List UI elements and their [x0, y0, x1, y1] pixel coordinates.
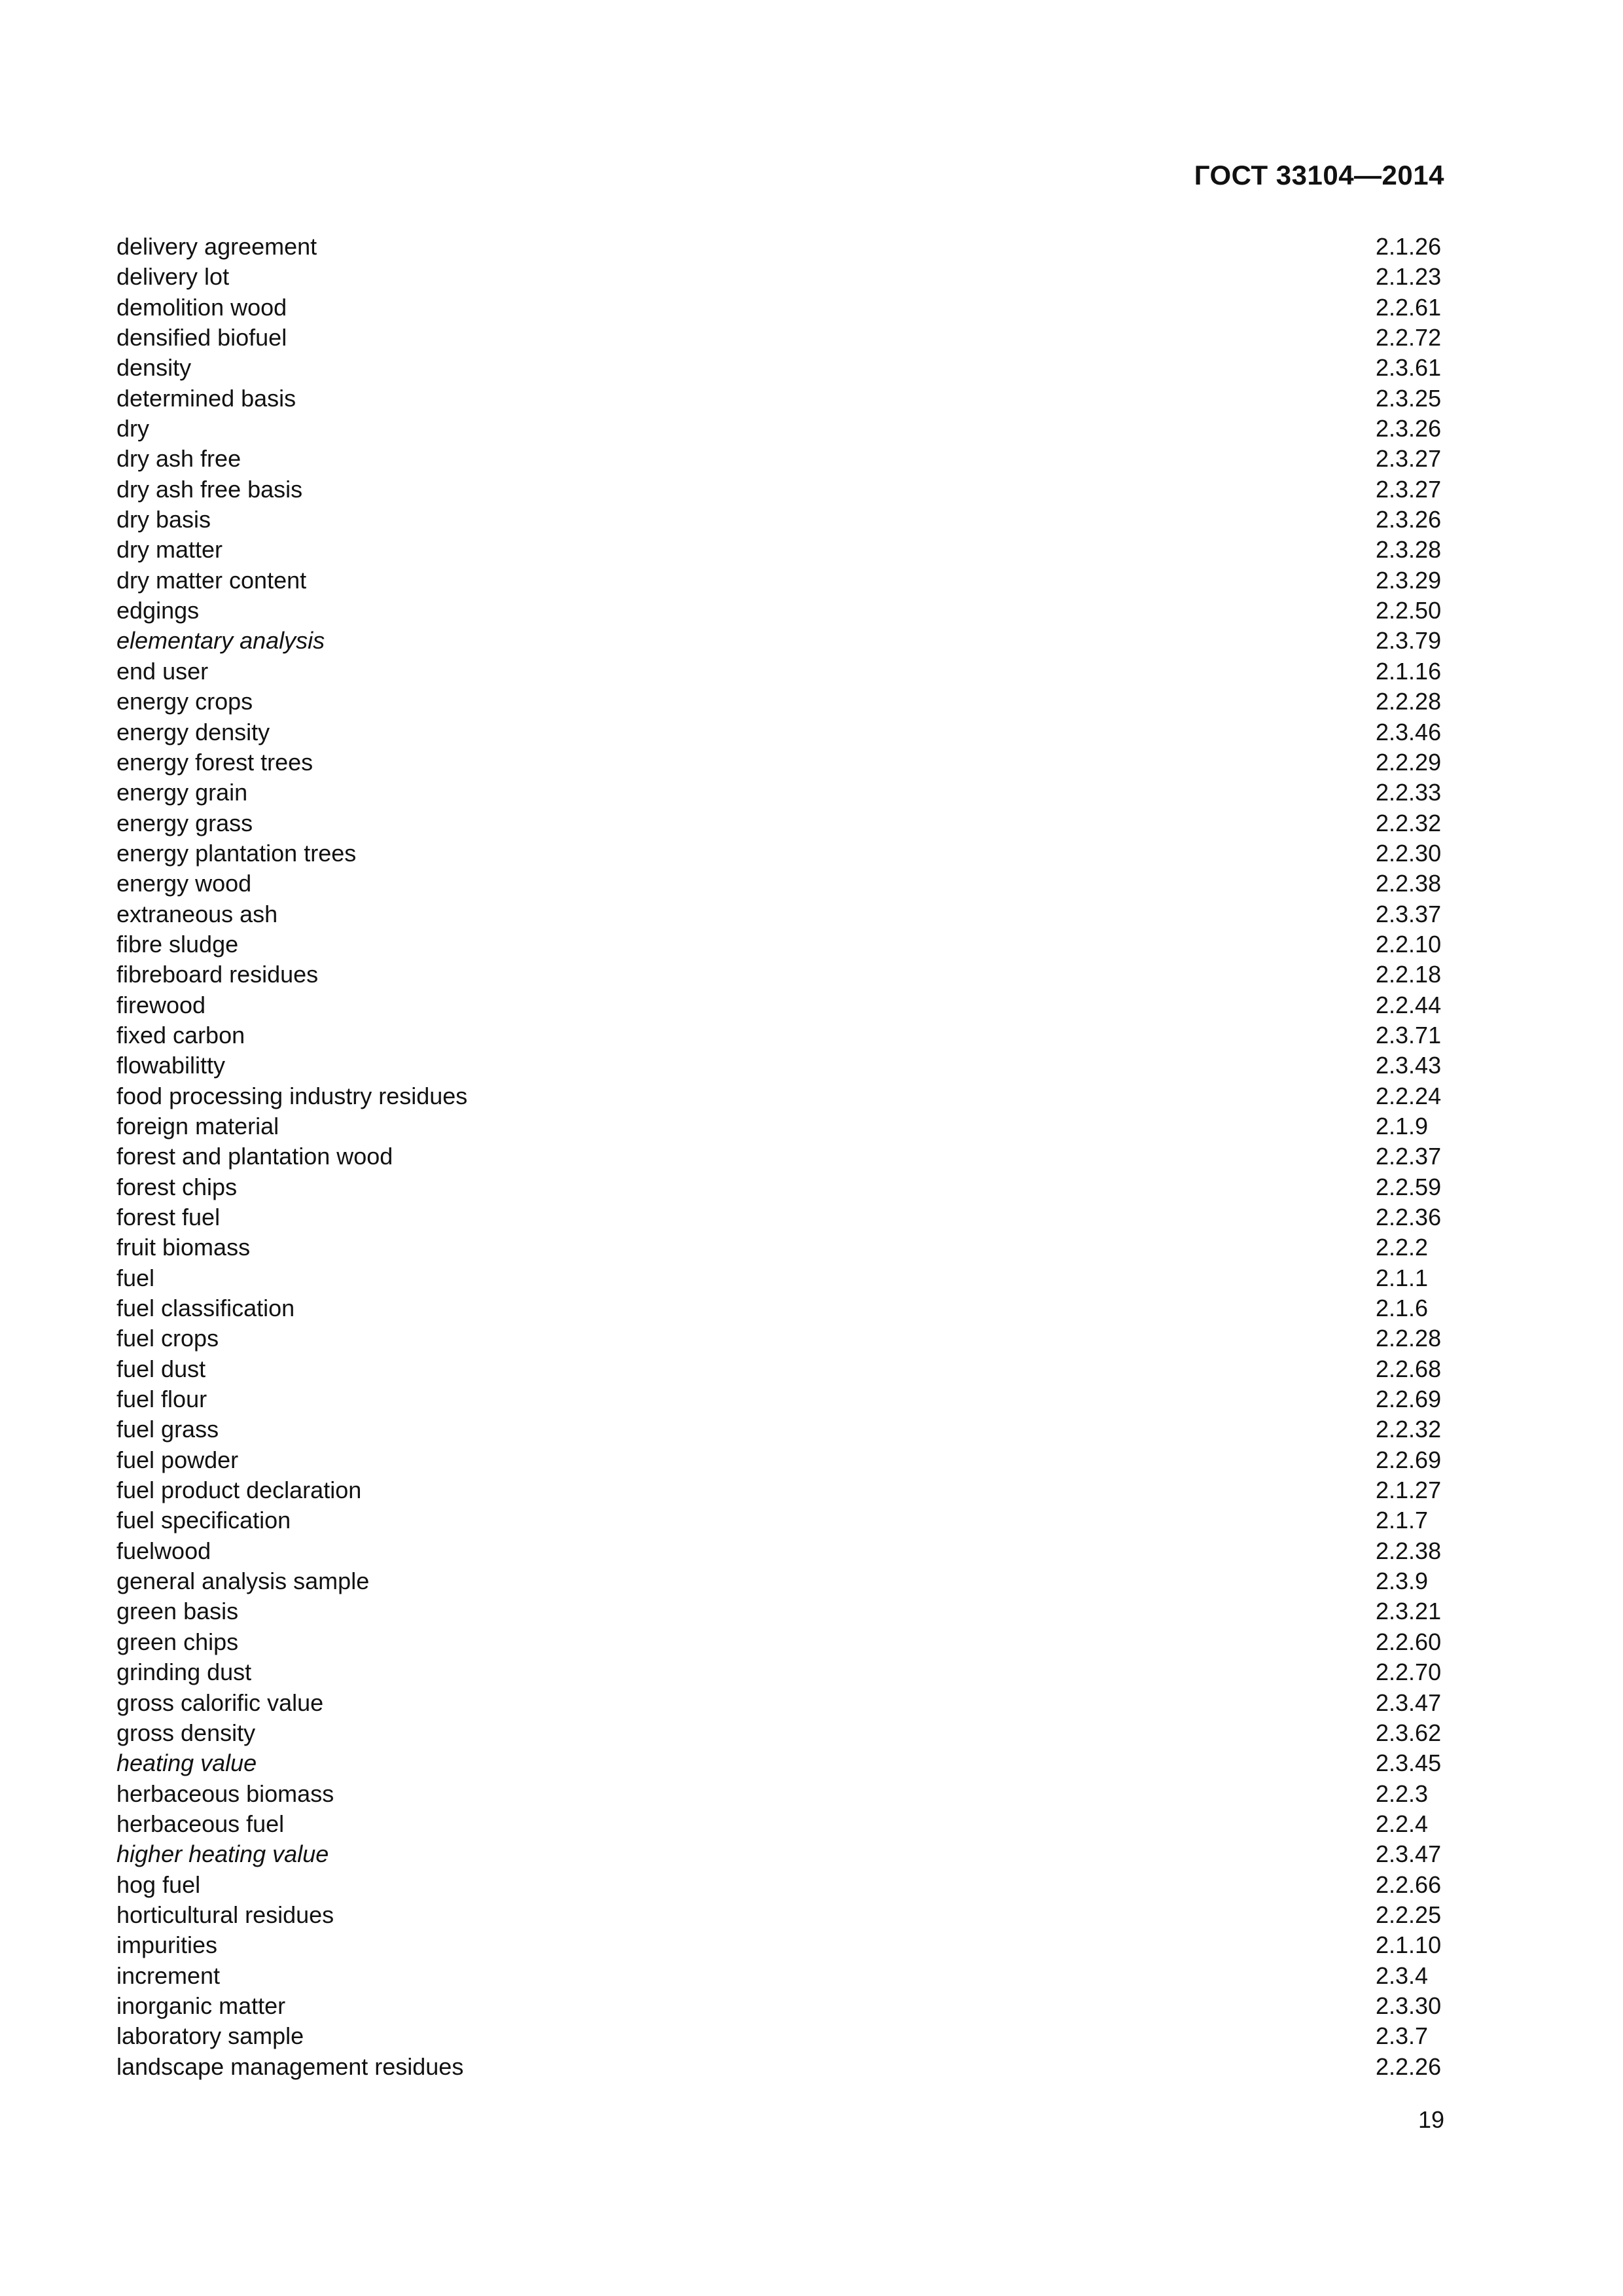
index-reference: 2.2.69 — [1376, 1386, 1442, 1413]
index-reference: 2.2.18 — [1376, 961, 1442, 988]
index-reference: 2.2.38 — [1376, 870, 1442, 897]
index-reference: 2.2.4 — [1376, 1810, 1429, 1837]
index-term: dry ash free — [116, 445, 241, 473]
index-term: energy crops — [116, 688, 253, 715]
index-reference: 2.2.66 — [1376, 1871, 1442, 1898]
index-term: fuel crops — [116, 1325, 219, 1352]
index-term: dry matter content — [116, 566, 307, 594]
index-reference: 2.2.26 — [1376, 2053, 1442, 2080]
index-term: dry matter — [116, 536, 223, 564]
index-entry — [116, 1172, 1445, 1202]
index-entry — [116, 929, 1445, 960]
index-entry — [116, 444, 1445, 474]
index-term: determined basis — [116, 384, 296, 412]
index-entry — [116, 838, 1445, 869]
index-entry — [116, 626, 1445, 656]
index-reference: 2.2.36 — [1376, 1204, 1442, 1230]
index-reference: 2.3.71 — [1376, 1021, 1442, 1049]
index-term: delivery agreement — [116, 233, 317, 260]
index-term: horticultural residues — [116, 1901, 334, 1928]
index-term: firewood — [116, 991, 206, 1018]
index-entry — [116, 1839, 1445, 1869]
index-entry — [116, 1718, 1445, 1748]
index-reference: 2.1.16 — [1376, 657, 1442, 685]
index-reference: 2.2.59 — [1376, 1173, 1442, 1200]
index-entry — [116, 1020, 1445, 1050]
index-term: end user — [116, 657, 209, 685]
index-reference: 2.3.62 — [1376, 1719, 1442, 1746]
index-reference: 2.1.27 — [1376, 1477, 1442, 1504]
index-term: gross calorific value — [116, 1689, 324, 1716]
index-term: landscape management residues — [116, 2053, 464, 2080]
index-reference: 2.3.7 — [1376, 2022, 1429, 2050]
index-term: flowabilitty — [116, 1052, 226, 1079]
index-term: fuel specification — [116, 1507, 291, 1534]
index-reference: 2.2.72 — [1376, 324, 1442, 351]
index-term: fuel classification — [116, 1295, 295, 1322]
index-term: general analysis sample — [116, 1568, 370, 1595]
index-entry — [116, 1505, 1445, 1535]
index-reference: 2.1.23 — [1376, 263, 1442, 291]
index-reference: 2.2.44 — [1376, 991, 1442, 1018]
index-entry — [116, 1293, 1445, 1323]
index-entry — [116, 1232, 1445, 1263]
index-entry — [116, 1354, 1445, 1384]
index-reference: 2.2.3 — [1376, 1780, 1429, 1807]
index-entry — [116, 778, 1445, 808]
index-reference: 2.3.37 — [1376, 900, 1442, 927]
index-entry — [116, 1961, 1445, 1991]
index-entry — [116, 1111, 1445, 1141]
index-reference: 2.1.9 — [1376, 1112, 1429, 1139]
index-term: herbaceous biomass — [116, 1780, 334, 1807]
index-term: fibreboard residues — [116, 961, 319, 988]
index-term: green basis — [116, 1598, 239, 1625]
index-reference: 2.2.32 — [1376, 809, 1442, 836]
index-entry — [116, 1688, 1445, 1718]
index-entry — [116, 293, 1445, 323]
index-reference: 2.2.24 — [1376, 1082, 1442, 1109]
index-entry — [116, 1475, 1445, 1505]
index-reference: 2.3.26 — [1376, 506, 1442, 533]
index-entry — [116, 1991, 1445, 2021]
index-reference: 2.3.46 — [1376, 718, 1442, 745]
index-reference: 2.2.68 — [1376, 1355, 1442, 1382]
index-term: fruit biomass — [116, 1234, 251, 1261]
index-reference: 2.3.30 — [1376, 1992, 1442, 2019]
index-term: fuelwood — [116, 1537, 211, 1564]
index-entry — [116, 596, 1445, 626]
index-reference: 2.2.70 — [1376, 1659, 1442, 1686]
index-term: energy density — [116, 718, 270, 745]
index-term: dry basis — [116, 506, 211, 533]
index-term: fuel product declaration — [116, 1477, 362, 1504]
index-reference: 2.2.61 — [1376, 293, 1442, 321]
index-entry — [116, 747, 1445, 778]
index-entry — [116, 1263, 1445, 1293]
index-term: heating value — [116, 1749, 257, 1777]
index-entry — [116, 656, 1445, 687]
index-term: foreign material — [116, 1112, 279, 1139]
index-term: extraneous ash — [116, 900, 278, 927]
index-entry — [116, 1809, 1445, 1839]
index-term: inorganic matter — [116, 1992, 286, 2019]
index-reference: 2.2.25 — [1376, 1901, 1442, 1928]
index-reference: 2.1.26 — [1376, 233, 1442, 260]
index-reference: 2.3.47 — [1376, 1840, 1442, 1868]
index-term: fuel — [116, 1264, 155, 1291]
page-number: 19 — [1418, 2106, 1444, 2133]
index-entry — [116, 1202, 1445, 1232]
index-reference: 2.2.38 — [1376, 1537, 1442, 1564]
index-entry — [116, 1323, 1445, 1354]
index-entry — [116, 1384, 1445, 1414]
index-entry — [116, 2052, 1445, 2082]
index-entry — [116, 1566, 1445, 1596]
index-reference: 2.2.29 — [1376, 748, 1442, 776]
term-index-list — [116, 232, 1445, 2082]
index-entry — [116, 1596, 1445, 1626]
index-term: dry — [116, 415, 150, 442]
index-entry — [116, 1414, 1445, 1444]
index-entry — [116, 353, 1445, 383]
index-reference: 2.3.28 — [1376, 536, 1442, 564]
index-reference: 2.2.37 — [1376, 1143, 1442, 1170]
index-reference: 2.1.6 — [1376, 1295, 1429, 1322]
index-reference: 2.3.45 — [1376, 1749, 1442, 1777]
index-term: impurities — [116, 1931, 218, 1959]
index-term: dry ash free basis — [116, 475, 303, 503]
index-reference: 2.2.10 — [1376, 930, 1442, 958]
index-entry — [116, 475, 1445, 505]
index-entry — [116, 2021, 1445, 2051]
index-term: energy grass — [116, 809, 253, 836]
index-reference: 2.3.25 — [1376, 384, 1442, 412]
index-term: forest and plantation wood — [116, 1143, 393, 1170]
index-term: green chips — [116, 1628, 239, 1655]
index-reference: 2.1.10 — [1376, 1931, 1442, 1959]
index-entry — [116, 1779, 1445, 1809]
index-term: increment — [116, 1962, 221, 1989]
index-reference: 2.3.27 — [1376, 445, 1442, 473]
index-term: fuel powder — [116, 1446, 239, 1473]
index-entry — [116, 505, 1445, 535]
index-reference: 2.3.26 — [1376, 415, 1442, 442]
index-reference: 2.2.32 — [1376, 1416, 1442, 1443]
index-reference: 2.3.43 — [1376, 1052, 1442, 1079]
index-entry — [116, 535, 1445, 565]
index-term: energy grain — [116, 779, 248, 806]
index-entry — [116, 1141, 1445, 1172]
index-entry — [116, 1445, 1445, 1475]
index-entry — [116, 1930, 1445, 1960]
standard-header: ГОСТ 33104—2014 — [1194, 160, 1444, 190]
index-term: hog fuel — [116, 1871, 201, 1898]
index-reference: 2.2.33 — [1376, 779, 1442, 806]
index-reference: 2.3.9 — [1376, 1568, 1429, 1595]
index-term: fuel grass — [116, 1416, 219, 1443]
index-term: energy forest trees — [116, 748, 313, 776]
index-term: energy wood — [116, 870, 252, 897]
index-term: grinding dust — [116, 1659, 252, 1686]
index-term: density — [116, 354, 192, 382]
index-entry — [116, 1627, 1445, 1657]
index-reference: 2.3.29 — [1376, 566, 1442, 594]
index-entry — [116, 687, 1445, 717]
index-entry — [116, 808, 1445, 838]
index-reference: 2.2.30 — [1376, 839, 1442, 867]
index-reference: 2.2.28 — [1376, 688, 1442, 715]
index-entry — [116, 565, 1445, 596]
index-reference: 2.3.61 — [1376, 354, 1442, 382]
index-entry — [116, 990, 1445, 1020]
index-term: demolition wood — [116, 293, 287, 321]
index-term: edgings — [116, 597, 200, 624]
index-entry — [116, 384, 1445, 414]
index-term: forest chips — [116, 1173, 238, 1200]
index-reference: 2.1.1 — [1376, 1264, 1429, 1291]
index-entry — [116, 717, 1445, 747]
index-term: elementary analysis — [116, 627, 325, 655]
index-entry — [116, 1657, 1445, 1687]
index-entry — [116, 1536, 1445, 1566]
index-entry — [116, 869, 1445, 899]
index-reference: 2.3.27 — [1376, 475, 1442, 503]
index-reference: 2.3.4 — [1376, 1962, 1429, 1989]
index-entry — [116, 1900, 1445, 1930]
index-reference: 2.3.21 — [1376, 1598, 1442, 1625]
index-reference: 2.2.69 — [1376, 1446, 1442, 1473]
index-term: densified biofuel — [116, 324, 287, 351]
index-entry — [116, 1870, 1445, 1900]
index-entry — [116, 414, 1445, 444]
index-reference: 2.2.60 — [1376, 1628, 1442, 1655]
index-entry — [116, 232, 1445, 262]
index-term: laboratory sample — [116, 2022, 304, 2050]
index-term: fuel flour — [116, 1386, 207, 1413]
index-term: higher heating value — [116, 1840, 329, 1868]
index-term: delivery lot — [116, 263, 230, 291]
index-term: food processing industry residues — [116, 1082, 468, 1109]
index-entry — [116, 323, 1445, 353]
index-reference: 2.3.47 — [1376, 1689, 1442, 1716]
index-entry — [116, 1050, 1445, 1081]
index-reference: 2.2.2 — [1376, 1234, 1429, 1261]
index-term: fuel dust — [116, 1355, 206, 1382]
index-reference: 2.2.50 — [1376, 597, 1442, 624]
index-entry — [116, 262, 1445, 292]
index-reference: 2.1.7 — [1376, 1507, 1429, 1534]
index-reference: 2.2.28 — [1376, 1325, 1442, 1352]
index-reference: 2.3.79 — [1376, 627, 1442, 655]
index-term: herbaceous fuel — [116, 1810, 285, 1837]
index-term: fibre sludge — [116, 930, 239, 958]
index-entry — [116, 899, 1445, 929]
index-entry — [116, 1748, 1445, 1778]
index-entry — [116, 960, 1445, 990]
index-term: forest fuel — [116, 1204, 221, 1230]
index-term: gross density — [116, 1719, 256, 1746]
index-term: fixed carbon — [116, 1021, 245, 1049]
index-entry — [116, 1081, 1445, 1111]
index-term: energy plantation trees — [116, 839, 357, 867]
